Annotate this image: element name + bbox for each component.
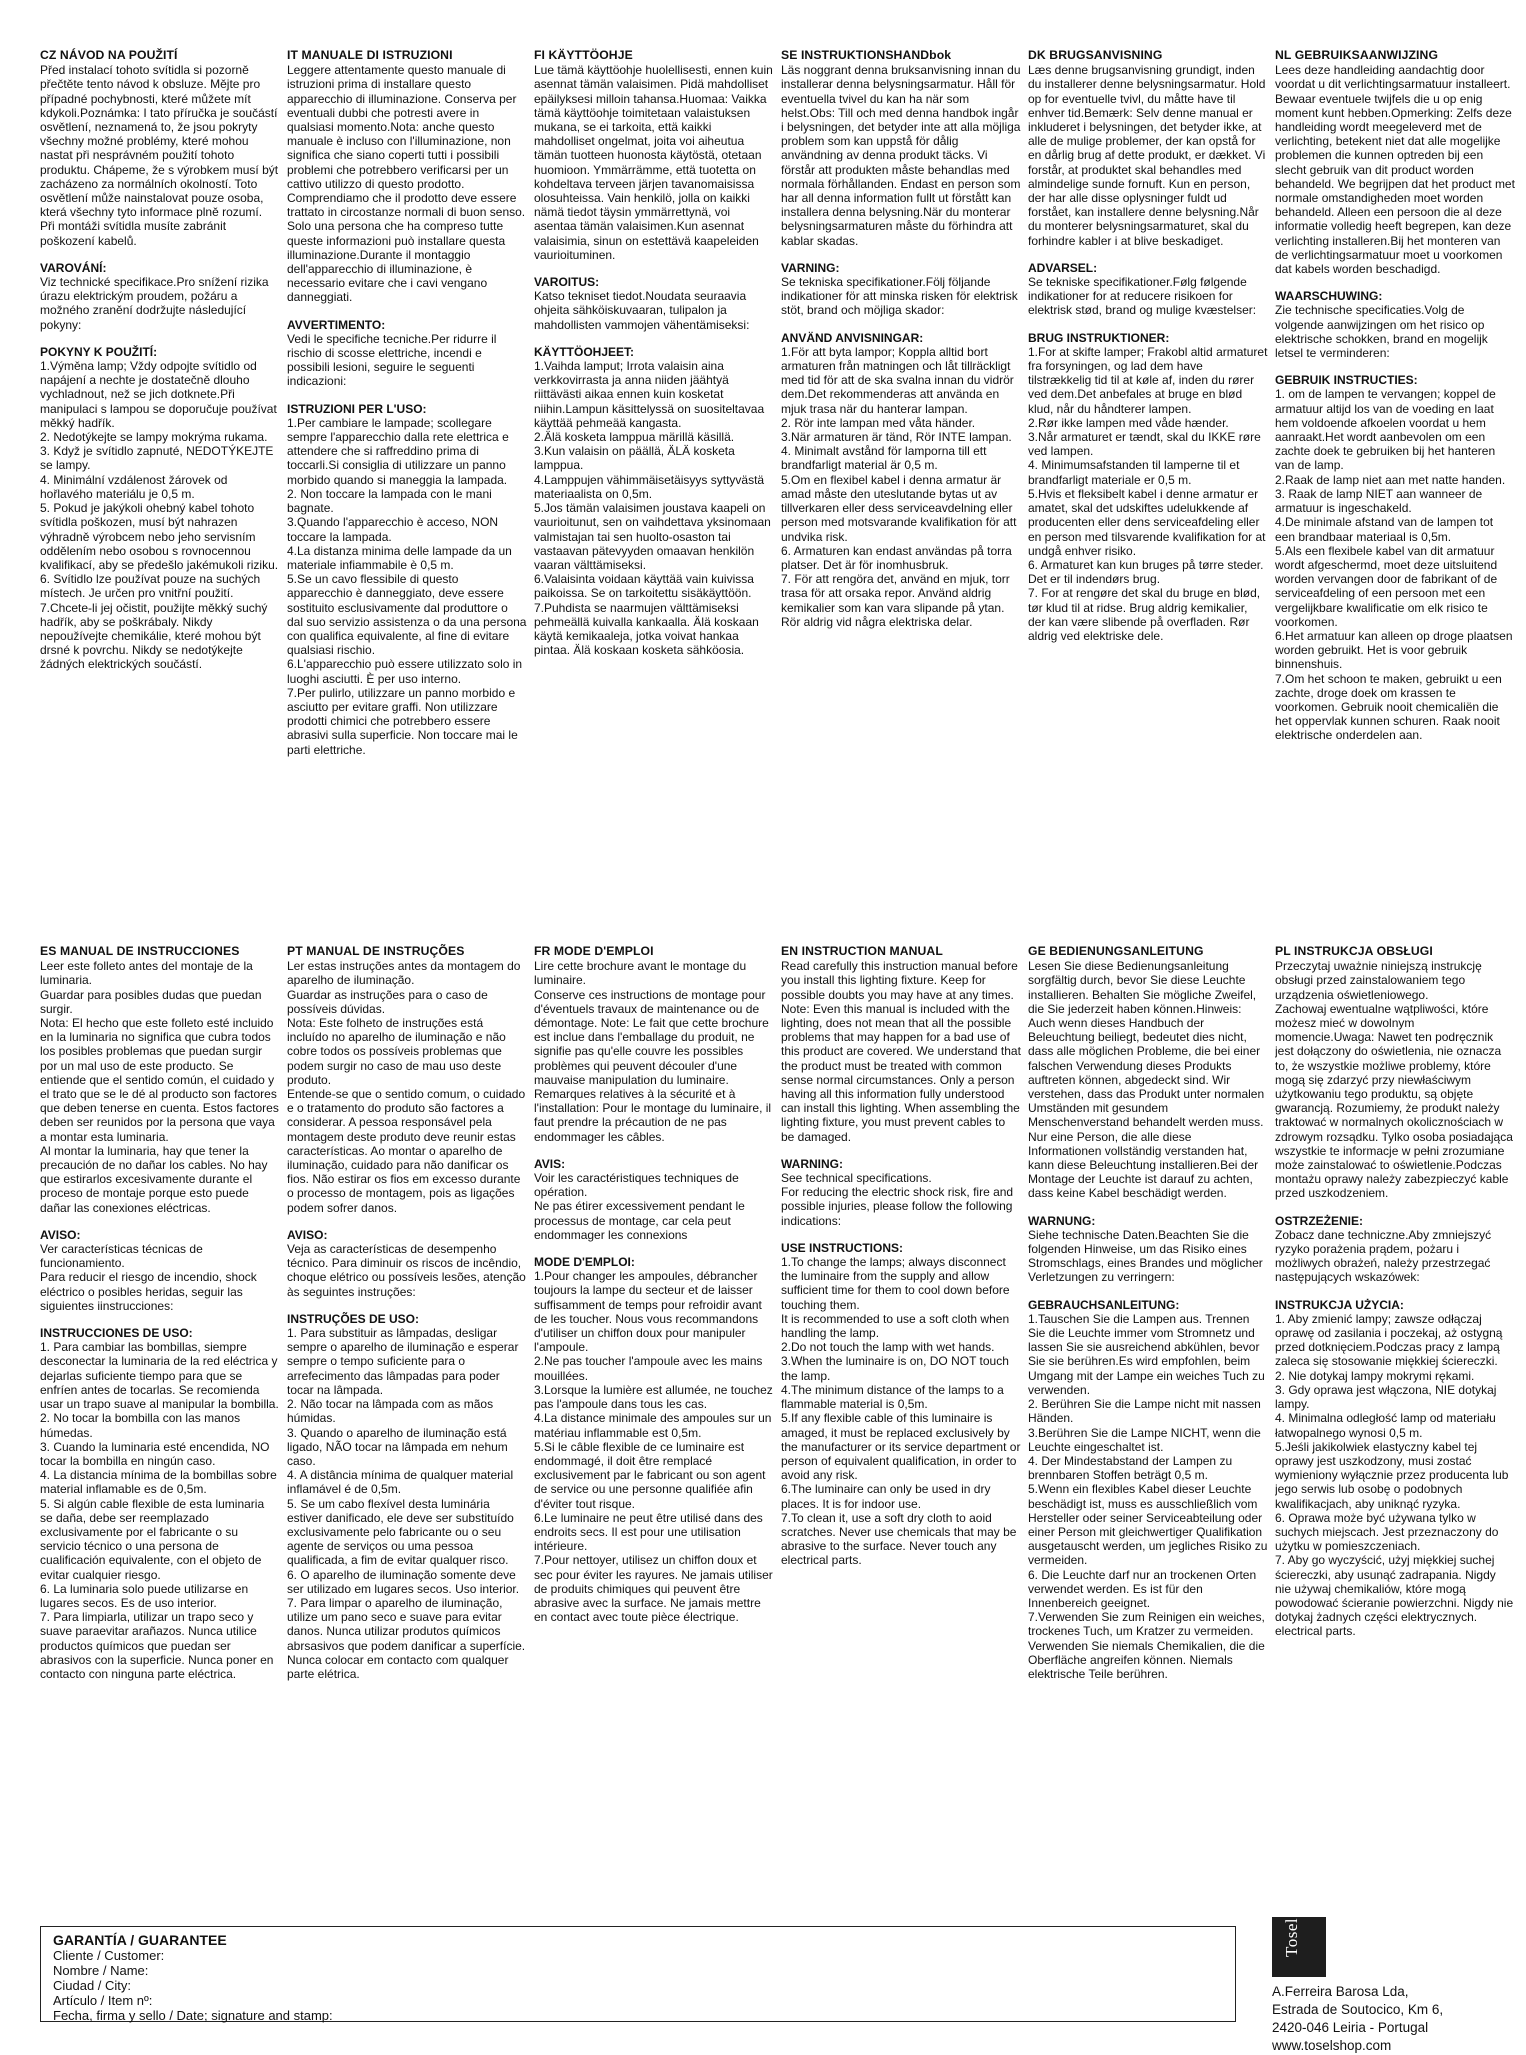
guarantee-name-field: Nombre / Name: xyxy=(53,1963,149,1978)
warning-text: See technical specifications. For reducing the electric shock risk, fire and possible injuries, please follow the following indications: xyxy=(781,1171,1014,1228)
intro-text: Lue tämä käyttöohje huolellisesti, ennen kuin asennat tämän valaisimen. Pidä mahdolliset epäilyksesi milloin tahansa.Huomaa: Vaikka tämä käyttöohje toimitetaan valaistuksen mukana, se ei tarkoita, että kaikki mahdolliset ongelmat, joita voi aiheutua tämän tuotteen huonosta käytöstä, otetaan huomioon. Ymmärrämme, että tuotetta on kohdeltava terveen järjen tavanomaisissa olosuhteissa. Vain henkilö, jolla on kaikki nämä tiedot täysin ymmärrettynä, voi asentaa tämän valaisimen.Kun asennat valaisimia, sinun on estettävä kaapeleiden vaurioituminen. xyxy=(534,63,773,262)
instructions-text: 1.To change the lamps; always disconnect the luminaire from the supply and allow sufficient time for them to cool down before touching them. It is recommended to use a soft cloth when handling the lamp. 2.Do not touch the lamp with wet hands. 3.When the luminaire is on, DO NOT touch the lamp. 4.The minimum distance of the lamps to a flammable material is 0,5m. 5.If any flexible cable of this luminaire is amaged, it must be replaced exclusively by the manufacturer or its service department or person of equivalent qualification, in order to avoid any risk. 6.The luminaire can only be used in dry places. It is for indoor use. 7.To clean it, use a soft dry cloth to aoid scratches. Never use chemicals that may be abrasive to the surface. Never touch any electrical parts. xyxy=(781,1255,1021,1568)
instructions-title: INSTRUÇÕES DE USO: xyxy=(287,1311,420,1326)
lang-header: PL INSTRUKCJA OBSŁUGI xyxy=(1275,944,1433,958)
intro-text: Przeczytaj uważnie niniejszą instrukcję obsługi przed zainstalowaniem tego urządzenia oświetleniowego. Zachowaj ewentualne wątpliwości, które możesz mieć w dowolnym momencie.Uwaga: Nawet ten podręcznik jest dołączony do oświetlenia, nie oznacza to, że wszystkie możliwe problemy, które mogą się zdarzyć przy niewłaściwym użytkowaniu tego produktu, są objęte gwarancją. Rozumiemy, że produkt należy traktować w normalnych okolicznościach w zdrowym rozsądku. Tylko osoba posiadająca wszystkie te informacje w pełni zrozumiane może zainstalować to oświetlenie.Podczas montażu oprawy należy zabezpieczyć kable przed uszkodzeniem. xyxy=(1275,959,1513,1201)
warning-text: Veja as características de desempenho técnico. Para diminuir os riscos de incêndio, choque elétrico ou possíveis lesões, atenção às seguintes instruções: xyxy=(287,1242,526,1299)
lang-header: NL GEBRUIKSAANWIJZING xyxy=(1275,48,1439,62)
lang-header: DK BRUGSANVISNING xyxy=(1028,48,1163,62)
warning-title: WARNING: xyxy=(781,1156,843,1171)
instructions-title: ANVÄND ANVISNINGAR: xyxy=(781,330,924,345)
instructions-text: 1. om de lampen te vervangen; koppel de armatuur altijd los van de voeding en laat hem voldoende afkoelen voordat u hem aanraakt.Het wordt aanbevolen om een zachte doek te gebruiken bij het hanteren van de lamp. 2.Raak de lamp niet aan met natte handen. 3. Raak de lamp NIET aan wanneer de armatuur is ingeschakeld. 4.De minimale afstand van de lampen tot een brandbaar materiaal is 0,5m. 5.Als een flexibele kabel van dit armatuur wordt afgeschermd, moet deze uitsluitend worden vervangen door de fabrikant of de serviceafdeling of een persoon met een vergelijkbare kwalificatie om elk risico te voorkomen. 6.Het armatuur kan alleen op droge plaatsen worden gebruikt. Het is voor gebruik binnenshuis. 7.Om het schoon te maken, gebruikt u een zachte, droge doek om krassen te voorkomen. Gebruik nooit chemicaliën die het oppervlak kunnen schuren. Raak nooit elektrische onderdelen aan. xyxy=(1275,387,1513,743)
warning-title: OSTRZEŻENIE: xyxy=(1275,1213,1364,1228)
warning-text: Ver características técnicas de funcionamiento. Para reducir el riesgo de incendio, shock eléctrico o posibles heridas, seguir las siguientes iinstrucciones: xyxy=(40,1242,257,1313)
warning-title: WAARSCHUWING: xyxy=(1275,289,1383,304)
instructions-title: GEBRAUCHSANLEITUNG: xyxy=(1028,1297,1180,1312)
lang-column-fr xyxy=(534,944,774,1884)
instructions-row-bottom xyxy=(40,944,1515,1884)
company-address xyxy=(1272,1983,1512,2055)
lang-header: IT MANUALE DI ISTRUZIONI xyxy=(287,48,453,62)
warning-title: VAROVÁNÍ: xyxy=(40,260,107,275)
lang-column-pl xyxy=(1275,944,1515,1884)
lang-column-en xyxy=(781,944,1021,1884)
warning-text: Siehe technische Daten.Beachten Sie die folgenden Hinweise, um das Risiko eines Stromschlags, eines Brandes und möglicher Verletzungen zu verringern: xyxy=(1028,1227,1263,1285)
company-website: www.toselshop.com xyxy=(1272,2038,1392,2053)
lang-header: FR MODE D'EMPLOI xyxy=(534,944,654,958)
instructions-title: INSTRUCCIONES DE USO: xyxy=(40,1326,193,1341)
warning-text: Zie technische specificaties.Volg de volgende aanwijzingen om het risico op elektrische schokken, brand en mogelijk letsel te verminderen: xyxy=(1275,303,1488,361)
company-name: A.Ferreira Barosa Lda, xyxy=(1272,1984,1409,1999)
warning-text: Se tekniske specifikationer.Følg følgende indikationer for at reducere risikoen for elektrisk stød, brand og mulige kvæstelser: xyxy=(1028,275,1257,318)
warning-text: Zobacz dane techniczne.Aby zmniejszyć ryzyko porażenia prądem, pożaru i możliwych obrażeń, należy przestrzegać następujących wskazówek: xyxy=(1275,1227,1492,1285)
warning-title: ADVARSEL: xyxy=(1028,260,1098,275)
warning-title: AVISO: xyxy=(287,1227,328,1242)
lang-column-cz xyxy=(40,48,280,900)
warning-text: Voir les caractéristiques techniques de opération. Ne pas étirer excessivement pendant le processus de montage, car cela peut endommager les connexions xyxy=(534,1171,745,1242)
warning-text: Se tekniska specifikationer.Följ följande indikationer för att minska risken för elektrisk stöt, brand och möjliga skador: xyxy=(781,275,1018,318)
lang-column-ge xyxy=(1028,944,1268,1884)
instructions-text: 1.För att byta lampor; Koppla alltid bort armaturen från matningen och låt tillräckligt med tid för att de ska svalna innan du vidrör dem.Det rekommenderas att använda en mjuk trasa när du hanterar lampan. 2. Rör inte lampan med våta händer. 3.När armaturen är tänd, Rör INTE lampan. 4. Minimalt avstånd för lamporna till ett brandfarligt material är 0,5 m. 5.Om en flexibel kabel i denna armatur är amad måste den uteslutande bytas ut av tillverkaren eller dess serviceavdelning eller person med motsvarande kvalifikation för att undvika risk. 6. Armaturen kan endast användas på torra platser. Det är för inomhusbruk. 7. För att rengöra det, använd en mjuk, torr trasa för att orsaka repor. Använd aldrig kemikalier som kan vara slipande på ytan. Rör aldrig vid några elektriska delar. xyxy=(781,344,1017,629)
intro-text: Ler estas instruções antes da montagem do aparelho de iluminação. Guardar as instruções para o caso de possíveis dúvidas. Nota: Este folheto de instruções está incluído no aparelho de iluminação e não cobre todos os possíveis problemas que podem surgir no caso de mau uso deste produto. Entende-se que o sentido comum, o cuidado e o tratamento do produto são factores a considerar. A pessoa responsável pela montagem deste produto deve reunir estas características. Ao montar o aparelho de iluminação, cuidado para não danificar os fios. Não estirar os fios em excesso durante o processo de montagem, pois as ligações podem sofrer danos. xyxy=(287,959,526,1215)
guarantee-box xyxy=(40,1926,1236,2022)
guarantee-title: GARANTÍA / GUARANTEE xyxy=(53,1932,227,1948)
instructions-title: MODE D'EMPLOI: xyxy=(534,1255,635,1270)
lang-header: CZ NÁVOD NA POUŽITÍ xyxy=(40,48,178,62)
lang-header: ES MANUAL DE INSTRUCCIONES xyxy=(40,944,240,958)
guarantee-item-field: Artículo / Item nº: xyxy=(53,1993,153,2008)
instructions-text: 1. Para substituir as lâmpadas, desligar sempre o aparelho de iluminação e esperar sempre o tempo suficiente para o arrefecimento das lâmpadas para poder tocar na lâmpada. 2. Não tocar na lâmpada com as mãos húmidas. 3. Quando o aparelho de iluminação está ligado, NÃO tocar na lâmpada em nehum caso. 4. A distância mínima de qualquer material inflamável é de 0,5m. 5. Se um cabo flexível desta luminária estiver danificado, ele deve ser substituído exclusivamente pelo fabricante ou o seu agente de serviços ou uma pessoa qualificada, a fim de evitar qualquer risco. 6. O aparelho de iluminação somente deve ser utilizado em lugares secos. Uso interior. 7. Para limpar o aparelho de iluminação, utilize um pano seco e suave para evitar danos. Nunca utilizar produtos químicos abrsasivos que podem danificar a superfície. Nunca colocar em contacto com qualquer parte elétrica. xyxy=(287,1326,526,1681)
lang-header: PT MANUAL DE INSTRUÇÕES xyxy=(287,944,465,958)
tosel-logo xyxy=(1272,1917,1326,1977)
intro-text: Před instalací tohoto svítidla si pozorně přečtěte tento návod k obsluze. Mějte pro případné pochybnosti, které můžete mít kdykoli.Poznámka: I tato příručka je součástí osvětlení, neznamená to, že jsou pokryty všechny možné problémy, které mohou nastat při nesprávném použití tohoto produktu. Chápeme, že s výrobkem musí být zacházeno za normálních okolností. Toto osvětlení může nainstalovat pouze osoba, která všechny tyto informace plně rozumí. Při montáži svítidla musíte zabránit poškození kabelů. xyxy=(40,63,279,248)
company-address-line-2: 2420-046 Leiria - Portugal xyxy=(1272,2020,1429,2035)
instructions-title: BRUG INSTRUKTIONER: xyxy=(1028,330,1170,345)
lang-column-se xyxy=(781,48,1021,900)
intro-text: Read carefully this instruction manual before you install this lighting fixture. Keep for possible doubts you may have at any times. Note: Even this manual is included with the lighting, does not mean that all the possible problems that may happen for a bad use of this product are covered. We understand that the product must be treated with common sense normal circumstances. Only a person having all this information fully understood can install this lighting. When assembling the lighting fixture, you must prevent cables to be damaged. xyxy=(781,959,1021,1144)
instructions-text: 1.Tauschen Sie die Lampen aus. Trennen Sie die Leuchte immer vom Stromnetz und lassen Sie sie ausreichend abkühlen, bevor Sie sie berühren.Es wird empfohlen, beim Umgang mit der Lampe ein weiches Tuch zu verwenden. 2. Berühren Sie die Lampe nicht mit nassen Händen. 3.Berühren Sie die Lampe NICHT, wenn die Leuchte eingeschaltet ist. 4. Der Mindestabstand der Lampen zu brennbaren Stoffen beträgt 0,5 m. 5.Wenn ein flexibles Kabel dieser Leuchte beschädigt ist, muss es ausschließlich vom Hersteller oder seiner Serviceabteilung oder einer Person mit gleichwertiger Qualifikation ausgetauscht werden, um jegliches Risiko zu vermeiden. 6. Die Leuchte darf nur an trockenen Orten verwendet werden. Es ist für den Innenbereich geeignet. 7.Verwenden Sie zum Reinigen ein weiches, trockenes Tuch, um Kratzer zu vermeiden. Verwenden Sie niemals Chemikalien, die die Oberfläche angreifen können. Niemals elektrische Teile berühren. xyxy=(1028,1311,1268,1681)
guarantee-signature-field: Fecha, firma y sello / Date; signature and stamp: xyxy=(53,2008,333,2023)
warning-text: Viz technické specifikace.Pro snížení rizika úrazu elektrickým proudem, požáru a možného zranění dodržujte následující pokyny: xyxy=(40,275,269,332)
instructions-text: 1.Vaihda lamput; Irrota valaisin aina verkkovirrasta ja anna niiden jäähtyä riittävästi aikaa ennen kuin kosketat niihin.Lampun käsittelyssä on suositeltavaa käyttää pehmeää kangasta. 2.Älä kosketa lamppua märillä käsillä. 3.Kun valaisin on päällä, ÄLÄ kosketa lamppua. 4.Lamppujen vähimmäisetäisyys syttyvästä materiaalista on 0,5m. 5.Jos tämän valaisimen joustava kaapeli on vaurioitunut, sen on vaihdettava yksinomaan valmistajan tai sen huolto-osaston tai vastaavan pätevyyden omaavan henkilön vaaran välttämiseksi. 6.Valaisinta voidaan käyttää vain kuivissa paikoissa. Se on tarkoitettu sisäkäyttöön. 7.Puhdista se naarmujen välttämiseksi pehmeällä kuivalla kankaalla. Älä koskaan käytä kemikaaleja, jotka voivat hankaa pintaa. Älä koskaan kosketa sähköosia. xyxy=(534,359,771,658)
intro-text: Læs denne brugsanvisning grundigt, inden du installerer denne belysningsarmatur. Hold op for eventuelle tvivl, du måtte have til enhver tid.Bemærk: Selv denne manual er inkluderet i belysningen, det betyder ikke, at alle de mulige problemer, der kan opstå for en dårlig brug af dette produkt, er dækket. Vi forstår, at produktet skal behandles med almindelige sunde fornuft. Kun en person, der har alle disse oplysninger fuldt ud forstået, kan installere denne belysning.Når du monterer belysningsarmaturet, skal du forhindre kabler i at blive beskadiget. xyxy=(1028,63,1266,248)
warning-title: VAROITUS: xyxy=(534,275,600,290)
warning-text: Katso tekniset tiedot.Noudata seuraavia ohjeita sähköiskuvaaran, tulipalon ja mahdollisten vammojen vähentämiseksi: xyxy=(534,289,750,332)
intro-text: Läs noggrant denna bruksanvisning innan du installerar denna belysningsarmatur. Håll för eventuella tvivel du kan ha när som helst.Obs: Till och med denna handbok ingår i belysningen, det betyder inte att alla möjliga problem som kan uppstå för dålig användning av denna produkt täcks. Vi förstår att produkten måste behandlas med normala förhållanden. Endast en person som har all denna information fullt ut förstått kan installera denna belysning.När du monterar belysningsarmaturen måste du förhindra att kablar skadas. xyxy=(781,63,1021,248)
instructions-title: INSTRUKCJA UŻYCIA: xyxy=(1275,1297,1404,1312)
warning-title: VARNING: xyxy=(781,260,840,275)
lang-column-pt xyxy=(287,944,527,1884)
warning-title: AVIS: xyxy=(534,1156,566,1171)
instructions-title: GEBRUIK INSTRUCTIES: xyxy=(1275,373,1418,388)
warning-title: AVISO: xyxy=(40,1227,81,1242)
guarantee-customer-field: Cliente / Customer: xyxy=(53,1948,165,1963)
instructions-title: ISTRUZIONI PER L'USO: xyxy=(287,401,427,416)
lang-column-dk xyxy=(1028,48,1268,900)
lang-column-es xyxy=(40,944,280,1884)
instructions-text: 1.Výměna lamp; Vždy odpojte svítidlo od napájení a nechte je dostatečně dlouho vychladnout, než se jich dotknete.Při manipulaci s lampou se doporučuje používat měkký hadřík. 2. Nedotýkejte se lampy mokrýma rukama. 3. Když je svítidlo zapnuté, NEDOTÝKEJTE se lampy. 4. Minimální vzdálenost žárovek od hořlavého materiálu je 0,5 m. 5. Pokud je jakýkoli ohebný kabel tohoto svítidla poškozen, musí být nahrazen výhradně výrobcem nebo jeho servisním oddělením nebo osobou s rovnocennou kvalifikací, aby se předešlo jakémukoli riziku. 6. Svítidlo lze používat pouze na suchých místech. Je určen pro vnitřní použití. 7.Chcete-li jej očistit, použijte měkký suchý hadřík, aby se poškrábaly. Nikdy nepoužívejte chemikálie, které mohou být drsné k povrchu. Nikdy se nedotýkejte žádných elektrických součástí. xyxy=(40,359,279,672)
intro-text: Lesen Sie diese Bedienungsanleitung sorgfältig durch, bevor Sie diese Leuchte installieren. Behalten Sie mögliche Zweifel, die Sie jederzeit haben können.Hinweis: Auch wenn dieses Handbuch der Beleuchtung beiliegt, bedeutet dies nicht, dass alle möglichen Probleme, die bei einer falschen Verwendung dieses Produkts auftreten können, abgedeckt sind. Wir verstehen, dass das Produkt unter normalen Umständen mit gesundem Menschenverstand behandelt werden muss. Nur eine Person, die alle diese Informationen vollständig verstanden hat, kann diese Beleuchtung installieren.Bei der Montage der Leuchte ist darauf zu achten, dass keine Kabel beschädigt werden. xyxy=(1028,959,1265,1201)
instructions-title: USE INSTRUCTIONS: xyxy=(781,1240,904,1255)
warning-text: Vedi le specifiche tecniche.Per ridurre il rischio di scosse elettriche, incendi e possibili lesioni, seguire le seguenti indicazioni: xyxy=(287,331,497,389)
instructions-text: 1. Para cambiar las bombillas, siempre desconectar la luminaria de la red eléctrica y dejarlas suficiente tiempo para que se enfríen antes de tocarlas. Se recomienda usar un trapo suave al manipular la bombilla. 2. No tocar la bombilla con las manos húmedas. 3. Cuando la luminaria esté encendida, NO tocar la bombilla en ningún caso. 4. La distancia mínima de la bombillas sobre material inflamable es de 0,5m. 5. Si algún cable flexible de esta luminaria se daña, debe ser reemplazado exclusivamente por el fabricante o su servicio técnico o una persona de cualificación equivalente, con el objeto de evitar cualquier riesgo. 6. La luminaria solo puede utilizarse en lugares secos. Es de uso interior. 7. Para limpiarla, utilizar un trapo seco y suave paraevitar arañazos. Nunca utilice productos químicos que puedan ser abrasivos con la superficie. Nunca poner en contacto con ninguna parte eléctrica. xyxy=(40,1340,279,1681)
intro-text: Leer este folleto antes del montaje de la luminaria. Guardar para posibles dudas que puedan surgir. Nota: El hecho que este folleto esté incluido en la luminaria no significa que cubra todos los posibles problemas que puedan surgir por un mal uso de este producto. Se entiende que el sentido común, el cuidado y el trato que se le dé al producto son factores que deben tenerse en cuenta. Estos factores deben ser reunidos por la persona que vaya a montar esta luminaria. Al montar la luminaria, hay que tener la precaución de no dañar los cables. No hay que estirarlos excesivamente durante el proceso de montaje porque esto puede dañar las conexiones eléctricas. xyxy=(40,959,279,1215)
lang-header: EN INSTRUCTION MANUAL xyxy=(781,944,943,958)
warning-title: AVVERTIMENTO: xyxy=(287,317,386,332)
instructions-text: 1.Per cambiare le lampade; scollegare sempre l'apparecchio dalla rete elettrica e attendere che si raffreddino prima di toccarli.Si consiglia di utilizzare un panno morbido quando si maneggia la lampada. 2. Non toccare la lampada con le mani bagnate. 3.Quando l'apparecchio è acceso, NON toccare la lampada. 4.La distanza minima delle lampade da un materiale infiammabile è 0,5 m. 5.Se un cavo flessibile di questo apparecchio è danneggiato, deve essere sostituito esclusivamente dal produttore o dal suo servizio assistenza o da una persona con qualifica equivalente, al fine di evitare qualsiasi rischio. 6.L'apparecchio può essere utilizzato solo in luoghi asciutti. È per uso interno. 7.Per pulirlo, utilizzare un panno morbido e asciutto per evitare graffi. Non utilizzare prodotti chimici che potrebbero essere abrasivi sulla superficie. Non toccare mai le parti elettriche. xyxy=(287,415,527,757)
instructions-title: KÄYTTÖOHJEET: xyxy=(534,344,635,359)
intro-text: Lire cette brochure avant le montage du luminaire. Conserve ces instructions de montage pour d'éventuels travaux de maintenance ou de démontage. Note: Le fait que cette brochure est inclue dans l'emballage du produit, ne signifie pas qu'elle couvre les possibles problèmes qui peuvent découler d'une mauvaise manipulation du luminaire. Remarques relatives à la sécurité et à l'installation: Pour le montage du luminaire, il faut prendre la précaution de ne pas endommager les câbles. xyxy=(534,959,772,1144)
guarantee-city-field: Ciudad / City: xyxy=(53,1978,132,1993)
warning-title: WARNUNG: xyxy=(1028,1213,1096,1228)
lang-header: FI KÄYTTÖOHJE xyxy=(534,48,633,62)
instructions-row-top xyxy=(40,48,1515,900)
lang-header: SE INSTRUKTIONSHANDbok xyxy=(781,48,952,62)
instructions-text: 1. Aby zmienić lampy; zawsze odłączaj oprawę od zasilania i poczekaj, aż ostygną przed dotknięciem.Podczas pracy z lampą zaleca się stosowanie miękkiej ściereczki. 2. Nie dotykaj lampy mokrymi rękami. 3. Gdy oprawa jest włączona, NIE dotykaj lampy. 4. Minimalna odległość lamp od materiału łatwopalnego wynosi 0,5 m. 5.Jeśli jakikolwiek elastyczny kabel tej oprawy jest uszkodzony, musi zostać wymieniony wyłącznie przez producenta lub jego serwis lub osobę o podobnych kwalifikacjach, aby uniknąć ryzyka. 6. Oprawa może być używana tylko w suchych miejscach. Jest przeznaczony do użytku w pomieszczeniach. 7. Aby go wyczyścić, użyj miękkiej suchej ściereczki, aby usunąć zadrapania. Nigdy nie używaj chemikaliów, które mogą powodować ścieranie powierzchni. Nigdy nie dotykaj żadnych części elektrycznych. electrical parts. xyxy=(1275,1311,1514,1639)
logo-text: Tosel xyxy=(1282,1917,1301,1957)
company-address-line-1: Estrada de Soutocico, Km 6, xyxy=(1272,2002,1444,2017)
instructions-text: 1.Pour changer les ampoules, débrancher toujours la lampe du secteur et de laisser suffisamment de temps pour refroidir avant de les toucher. Nous vous recommandons d'utiliser un chiffon doux pour manipuler l'ampoule. 2.Ne pas toucher l'ampoule avec les mains mouillées. 3.Lorsque la lumière est allumée, ne touchez pas l'ampoule dans tous les cas. 4.La distance minimale des ampoules sur un matériau inflammable est 0,5m. 5.Si le câble flexible de ce luminaire est endommagé, il doit être remplacé exclusivement par le fabricant ou son agent de service ou une personne qualifiée afin d'éviter tout risque. 6.Le luminaire ne peut être utilisé dans des endroits secs. Il est pour une utilisation intérieure. 7.Pour nettoyer, utilisez un chiffon doux et sec pour éviter les rayures. Ne jamais utiliser de produits chimiques qui peuvent être abrasive avec la surface. Ne jamais mettre en contact avec toute pièce électrique. xyxy=(534,1269,773,1625)
lang-header: GE BEDIENUNGSANLEITUNG xyxy=(1028,944,1204,958)
lang-column-fi xyxy=(534,48,774,900)
intro-text: Lees deze handleiding aandachtig door voordat u dit verlichtingsarmatuur installeert. Bewaar eventuele twijfels die u op enig moment kunt hebben.Opmerking: Zelfs deze handleiding wordt meegeleverd met de verlichting, betekent niet dat alle mogelijke problemen die kunnen optreden bij een slecht gebruik van dit product worden behandeld. We begrijpen dat het product met normale omstandigheden moet worden behandeld. Alleen een persoon die al deze informatie volledig heeft begrepen, kan deze verlichting installeren.Bij het monteren van de verlichtingsarmatuur moet u voorkomen dat kabels worden beschadigd. xyxy=(1275,63,1515,277)
intro-text: Leggere attentamente questo manuale di istruzioni prima di installare questo apparecchio di illuminazione. Conserva per eventuali dubbi che potresti avere in qualsiasi momento.Nota: anche questo manuale è incluso con l'illuminazione, non significa che siano coperti tutti i possibili problemi che potrebbero verificarsi per un cattivo utilizzo di questo prodotto. Comprendiamo che il prodotto deve essere trattato in circostanze normali di buon senso. Solo una persona che ha compreso tutte queste informazioni può installare questa illuminazione.Durante il montaggio dell'apparecchio di illuminazione, è necessario evitare che i cavi vengano danneggiati. xyxy=(287,63,526,305)
lang-column-nl xyxy=(1275,48,1515,900)
instructions-title: POKYNY K POUŽITÍ: xyxy=(40,344,158,359)
lang-column-it xyxy=(287,48,527,900)
instructions-text: 1.For at skifte lamper; Frakobl altid armaturet fra forsyningen, og lad dem have tilstrækkelig tid til at køle af, inden du rører ved dem.Det anbefales at bruge en blød klud, når du håndterer lampen. 2.Rør ikke lampen med våde hænder. 3.Når armaturet er tændt, skal du IKKE røre ved lampen. 4. Minimumsafstanden til lamperne til et brandfarligt materiale er 0,5 m. 5.Hvis et fleksibelt kabel i denne armatur er amatet, skal det udskiftes udelukkende af producenten eller dens serviceafdeling eller en person med tilsvarende kvalifikation for at undgå enhver risiko. 6. Armaturet kan kun bruges på tørre steder. Det er til indendørs brug. 7. For at rengøre det skal du bruge en blød, tør klud til at ridse. Brug aldrig kemikalier, der kan være slibende på overfladen. Rør aldrig ved elektriske dele. xyxy=(1028,344,1268,643)
